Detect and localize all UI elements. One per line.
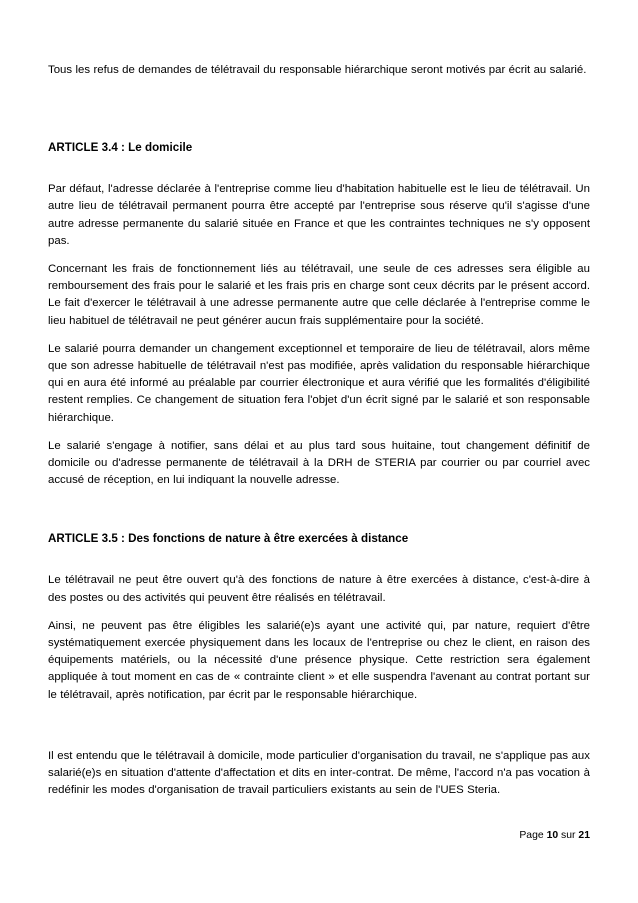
- article-3-4-heading: ARTICLE 3.4 : Le domicile: [48, 141, 193, 155]
- intro-paragraph: Tous les refus de demandes de télétravail du responsable hiérarchique seront motivés par écrit au salarié.: [48, 64, 587, 76]
- spacer-after-article-3-5-heading: [48, 547, 590, 572]
- article-3-4-paragraph-1: Par défaut, l'adresse déclarée à l'entreprise comme lieu d'habitation habituelle est le lieu de télétravail. Un autre lieu de télétravail permanent pourra être accepté par l'entreprise sous réserve qu'il s'agisse d'une autre adresse permanente du salarié située en France et que les contraintes techniques ne s'y opposent pas.: [48, 183, 590, 247]
- page-content: [48, 62, 590, 799]
- footer-page-label: Page: [519, 830, 547, 841]
- article-3-5-paragraph-2: Ainsi, ne peuvent pas être éligibles les salarié(e)s ayant une activité qui, par nature, requiert d'être systématiquement exercée physiquement dans les locaux de l'entreprise ou chez le client, en raison des équipements matériels, ou la nécessité d'une présence physique. Cette restriction sera également appliquée à tout moment en cas de « contrainte client » et elle suspendra l'avenant au contrat portant sur le télétravail, après notification, par écrit par le responsable hiérarchique.: [48, 619, 590, 701]
- footer-total-pages: 21: [578, 830, 590, 841]
- article-3-4-paragraph-4: Le salarié s'engage à notifier, sans délai et au plus tard sous huitaine, tout changement définitif de domicile ou d'adresse permanente de télétravail à la DRH de STERIA par courrier ou par courriel avec accusé de réception, en lui indiquant la nouvelle adresse.: [48, 439, 590, 487]
- spacer-before-final-paragraph: [48, 715, 590, 748]
- article-3-5-paragraph-3: Il est entendu que le télétravail à domicile, mode particulier d'organisation du travail, ne s'applique pas aux salarié(e)s en situation d'attente d'affectation et dits en inter-contrat. De même, l'accord n'a pas vocation à redéfinir les modes d'organisation de travail particuliers existants au sein de l'UES Steria.: [48, 749, 590, 797]
- spacer-before-article-3-4: [48, 90, 590, 139]
- article-3-4-paragraph-3: Le salarié pourra demander un changement exceptionnel et temporaire de lieu de télétravail, alors même que son adresse habituelle de télétravail n'est pas modifiée, après validation du responsable hiérarchique qui en aura été informé au préalable par courrier électronique et aura vérifié que les formalités d'éligibilité restent remplies. Ce changement de situation fera l'objet d'un écrit signé par le salarié et son responsable hiérarchique.: [48, 342, 590, 424]
- article-3-4-paragraph-2: Concernant les frais de fonctionnement liés au télétravail, une seule de ces adresses sera éligible au remboursement des frais pour le salarié et les frais pris en charge sont ceux décrits par le présent accord. Le fait d'exercer le télétravail à une adresse permanente autre que celle déclarée à l'entreprise comme le lieu habituel de télétravail ne peut générer aucun frais supplémentaire pour la société.: [48, 263, 590, 327]
- article-3-5-heading: ARTICLE 3.5 : Des fonctions de nature à être exercées à distance: [48, 532, 409, 546]
- spacer-after-article-3-4-heading: [48, 156, 590, 181]
- page-footer: [48, 829, 590, 843]
- article-3-5-paragraph-1: Le télétravail ne peut être ouvert qu'à des fonctions de nature à être exercées à distance, c'est-à-dire à des postes ou des activités qui peuvent être réalisés en télétravail.: [48, 574, 590, 604]
- footer-of-label: sur: [558, 830, 579, 841]
- spacer-before-article-3-5: [48, 500, 590, 530]
- footer-current-page: 10: [546, 830, 559, 841]
